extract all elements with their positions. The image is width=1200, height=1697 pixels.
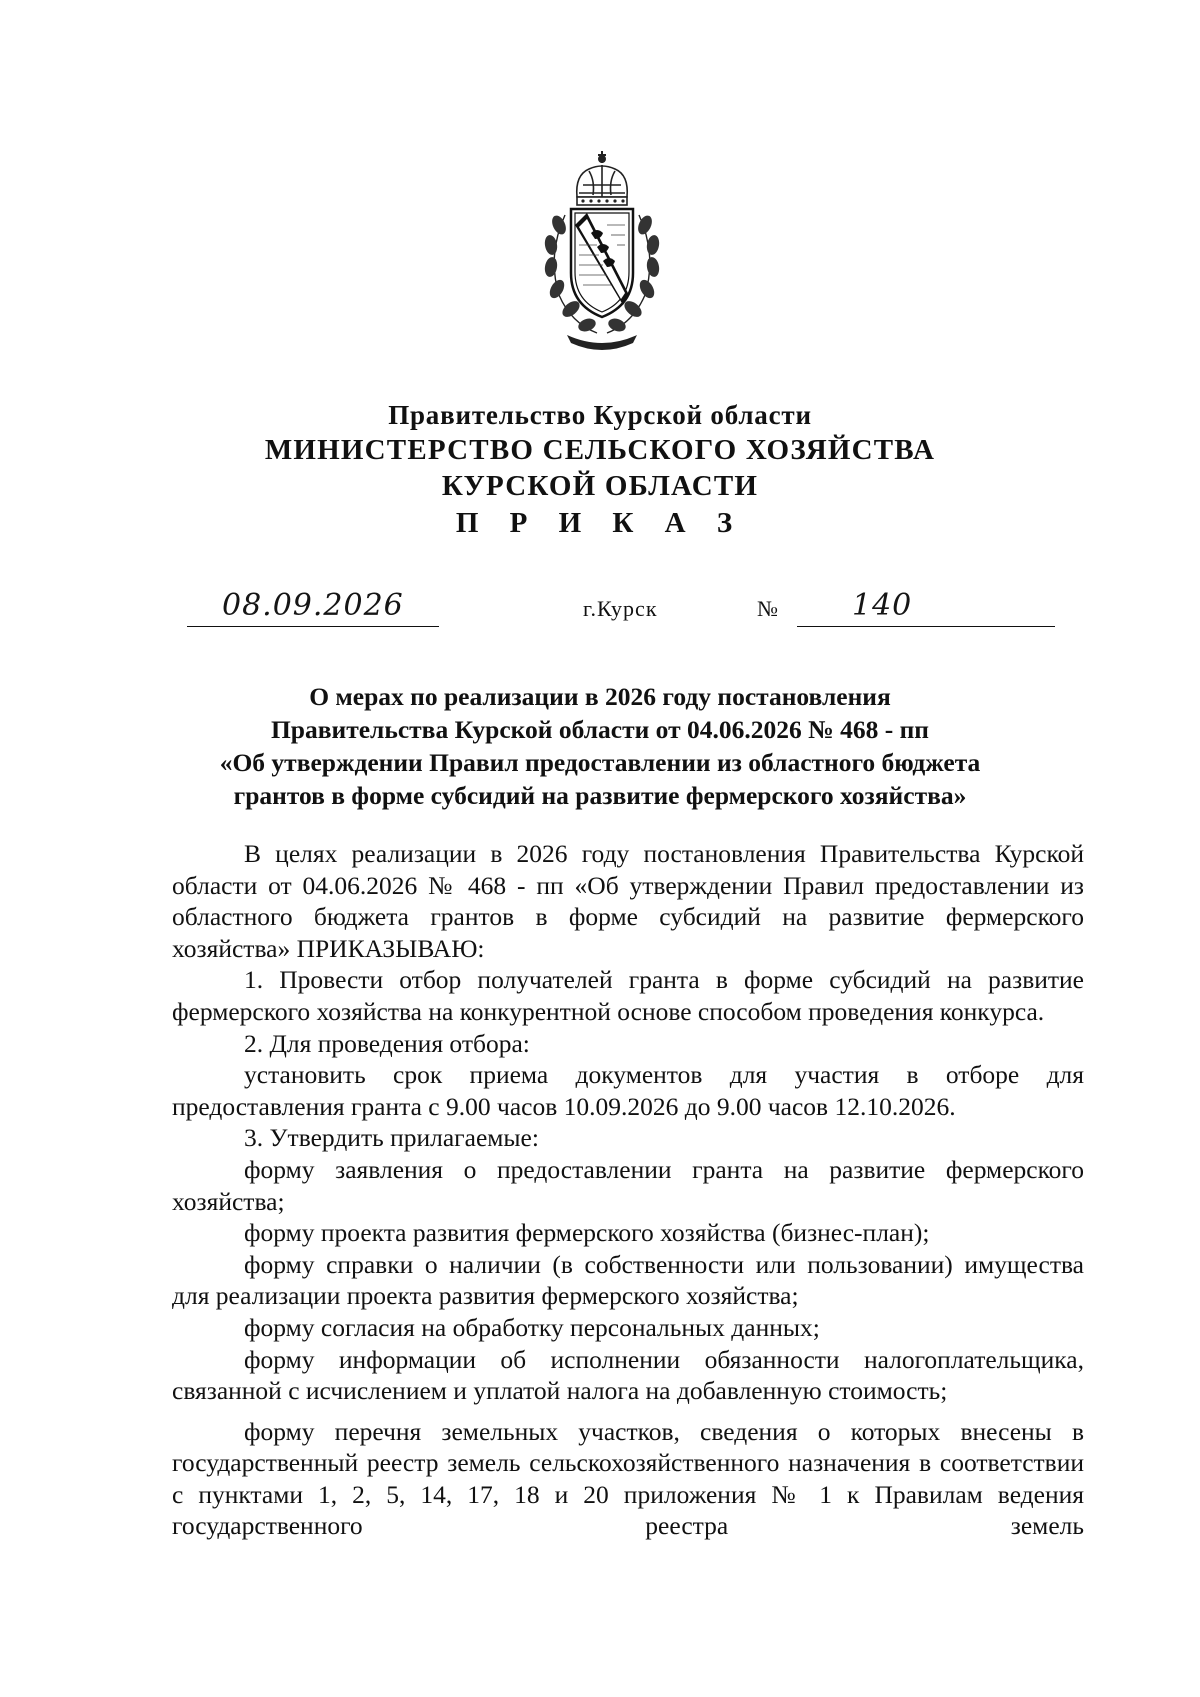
number-field bbox=[797, 590, 1055, 627]
ministry-name-line1: МИНИСТЕРСТВО СЕЛЬСКОГО ХОЗЯЙСТВА bbox=[264, 434, 936, 466]
dateline bbox=[0, 588, 1200, 628]
number-sign: № bbox=[757, 596, 778, 621]
document-type: П Р И К А З bbox=[455, 507, 745, 539]
body-paragraph: форму согласия на обработку персональных данных; bbox=[244, 1312, 820, 1342]
order-title bbox=[150, 680, 1050, 812]
title-line: «Об утверждении Правил предоставлении из областного бюджета bbox=[219, 748, 981, 777]
body-paragraph: установить срок приема документов для участия в отборе для предоставления гранта с 9.00 часов 10.09.2026 до 9.00 часов 12.10.2026. bbox=[172, 1060, 1084, 1121]
body-paragraph: 2. Для проведения отбора: bbox=[244, 1028, 530, 1058]
date-value: 08.09.2026 bbox=[222, 588, 404, 623]
title-line: грантов в форме субсидий на развитие фермерского хозяйства» bbox=[233, 781, 967, 810]
body-paragraph: форму проекта развития фермерского хозяйства (бизнес-план); bbox=[244, 1218, 930, 1248]
body-paragraph: форму информации об исполнении обязанности налогоплательщика, связанной с исчислением и уплатой налога на добавленную стоимость; bbox=[172, 1344, 1084, 1406]
body-paragraph: форму справки о наличии (в собственности или пользовании) имущества для реализации проекта развития фермерского хозяйства; bbox=[172, 1249, 1084, 1311]
body-paragraph: В целях реализации в 2026 году постановления Правительства Курской области от 04.06.2026 № 468 - пп «Об утверждении Правил предоставлении из областного бюджета грантов в форме субсидий на развитие фермерского хозяйства» ПРИКАЗЫВАЮ: bbox=[172, 839, 1084, 963]
government-name: Правительство Курской области bbox=[388, 400, 812, 430]
title-line: Правительства Курской области от 04.06.2026 № 468 - пп bbox=[270, 715, 930, 744]
title-line: О мерах по реализации в 2026 году постановления bbox=[309, 682, 891, 711]
body-paragraph: форму заявления о предоставлении гранта на развитие фермерского хозяйства; bbox=[172, 1154, 1084, 1216]
body-paragraph: 3. Утвердить прилагаемые: bbox=[244, 1123, 539, 1153]
body-paragraph: форму перечня земельных участков, сведения о которых внесены в государственный реестр земель сельскохозяйственного назначения в соответствии с пунктами 1, 2, 5, 14, 17, 18 и 20 приложения № 1 к Правилам ведения государственного реестра земель bbox=[172, 1416, 1084, 1541]
body-paragraph: 1. Провести отбор получателей гранта в форме субсидий на развитие фермерского хозяйства на конкурентной основе способом проведения конкурса. bbox=[172, 965, 1084, 1026]
number-value: 140 bbox=[852, 588, 913, 623]
kursk-coat-of-arms-icon bbox=[537, 145, 667, 355]
order-body bbox=[172, 838, 1084, 1542]
document-header bbox=[0, 398, 1200, 542]
city: г.Курск bbox=[583, 596, 658, 621]
ministry-name-line2: КУРСКОЙ ОБЛАСТИ bbox=[441, 470, 759, 502]
